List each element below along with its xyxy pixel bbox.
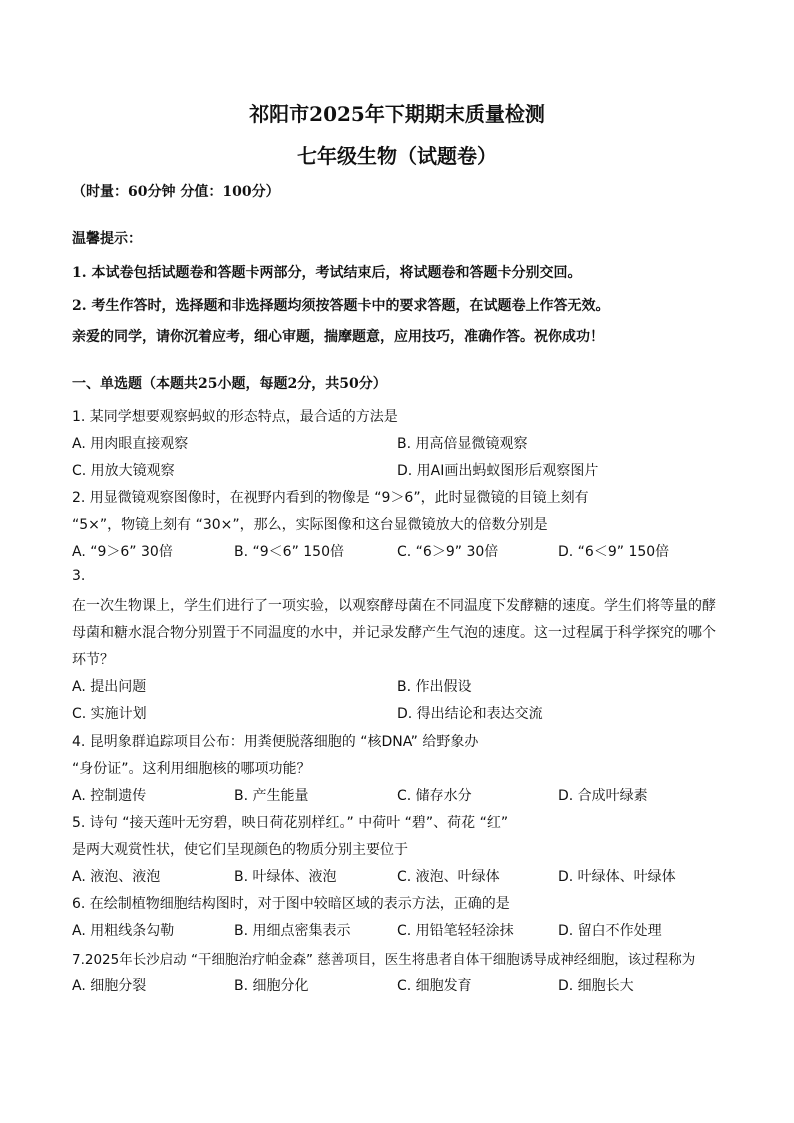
question-2-stem-line-2: “5×”，物镜上刻有 “30×”，那么，实际图像和这台显微镜放大的倍数分别是 [72, 517, 548, 533]
question-5-stem-line-1: 5. 诗句 “接天莲叶无穷碧，映日荷花别样红。” 中荷叶 “碧”、荷花 “红” [72, 815, 509, 831]
question-2-option-a: A. “9＞6” 30倍 [72, 544, 173, 560]
tips-line-1: 1. 本试卷包括试题卷和答题卡两部分，考试结束后，将试题卷和答题卡分别交回。 [72, 265, 582, 281]
question-5-option-d: D. 叶绿体、叶绿体 [558, 869, 676, 885]
question-6-stem: 6. 在绘制植物细胞结构图时，对于图中较暗区域的表示方法，正确的是 [72, 896, 510, 912]
question-1-option-a: A. 用肉眼直接观察 [72, 436, 189, 452]
question-5-option-a: A. 液泡、液泡 [72, 869, 161, 885]
exam-title: 祁阳市2025年下期期末质量检测 [249, 102, 545, 126]
question-4-stem-line-2: “身份证”。这利用细胞核的哪项功能？ [72, 761, 311, 777]
tips-heading: 温馨提示： [72, 231, 142, 247]
question-5-option-b: B. 叶绿体、液泡 [234, 869, 337, 885]
question-2-option-d: D. “6＜9” 150倍 [558, 544, 670, 560]
question-7-option-b: B. 细胞分化 [234, 978, 309, 994]
exam-subtitle: 七年级生物（试题卷） [297, 144, 497, 168]
question-7-option-d: D. 细胞长大 [558, 978, 634, 994]
question-4-option-d: D. 合成叶绿素 [558, 788, 648, 804]
question-6-option-d: D. 留白不作处理 [558, 923, 662, 939]
question-4-option-c: C. 储存水分 [397, 788, 472, 804]
question-2-option-b: B. “9＜6” 150倍 [234, 544, 344, 560]
question-7-option-c: C. 细胞发育 [397, 978, 472, 994]
question-5-stem-line-2: 是两大观赏性状，使它们呈现颜色的物质分别主要位于 [72, 842, 408, 858]
question-1-stem: 1. 某同学想要观察蚂蚁的形态特点，最合适的方法是 [72, 409, 398, 425]
tips-line-2: 2. 考生作答时，选择题和非选择题均须按答题卡中的要求答题，在试题卷上作答无效。 [72, 298, 610, 314]
question-3-option-a: A. 提出问题 [72, 679, 147, 695]
question-2-stem-line-1: 2. 用显微镜观察图像时，在视野内看到的物像是 “9＞6”，此时显微镜的目镜上刻有 [72, 490, 589, 506]
section-heading: 一、单选题（本题共25小题，每题2分，共50分） [72, 376, 387, 392]
question-3-option-c: C. 实施计划 [72, 706, 147, 722]
question-6-option-c: C. 用铅笔轻轻涂抹 [397, 923, 514, 939]
question-5-option-c: C. 液泡、叶绿体 [397, 869, 500, 885]
question-1-option-c: C. 用放大镜观察 [72, 463, 175, 479]
question-3-stem-line-3: 环节？ [72, 652, 114, 668]
question-6-option-b: B. 用细点密集表示 [234, 923, 351, 939]
question-3-number: 3. [72, 568, 86, 584]
question-6-option-a: A. 用粗线条勾勒 [72, 923, 175, 939]
question-3-stem-line-2: 母菌和糖水混合物分别置于不同温度的水中，并记录发酵产生气泡的速度。这一过程属于科学探究的哪个 [72, 625, 716, 641]
question-3-stem-line-1: 在一次生物课上，学生们进行了一项实验，以观察酵母菌在不同温度下发酵糖的速度。学生们将等量的酵 [72, 598, 716, 614]
question-3-option-b: B. 作出假设 [397, 679, 472, 695]
question-2-option-c: C. “6＞9” 30倍 [397, 544, 499, 560]
tips-line-3: 亲爱的同学，请你沉着应考，细心审题，揣摩题意，应用技巧，准确作答。祝你成功！ [72, 329, 604, 345]
time-score: （时量：60分钟 分值：100分） [72, 184, 280, 200]
question-1-option-d: D. 用AI画出蚂蚁图形后观察图片 [397, 463, 599, 479]
question-7-stem: 7.2025年长沙启动 “干细胞治疗帕金森” 慈善项目，医生将患者自体干细胞诱导成神经细胞，该过程称为 [72, 952, 696, 968]
question-4-option-a: A. 控制遗传 [72, 788, 147, 804]
question-4-option-b: B. 产生能量 [234, 788, 309, 804]
question-1-option-b: B. 用高倍显微镜观察 [397, 436, 528, 452]
question-4-stem-line-1: 4. 昆明象群追踪项目公布：用粪便脱落细胞的 “核DNA” 给野象办 [72, 734, 479, 750]
question-3-option-d: D. 得出结论和表达交流 [397, 706, 543, 722]
question-7-option-a: A. 细胞分裂 [72, 978, 147, 994]
